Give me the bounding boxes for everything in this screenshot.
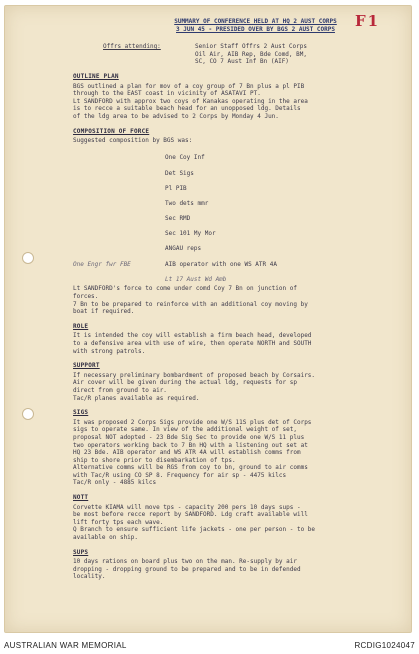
section-heading: NOTT — [73, 494, 89, 502]
section-text: Lt SANDFORD's force to come under comd Coy 7 Bn on junction of forces. 7 Bn to be prepared to reinforce with an additional coy moving by boat if required. — [73, 285, 308, 316]
archive-name: AUSTRALIAN WAR MEMORIAL — [4, 640, 127, 650]
section-text: It was proposed 2 Corps Sigs provide one W/S 11S plus det of Corps sigs to operate same. In view of the additional weight of set, proposal NOT adopted - 23 Bde Sig Sec to provide one W/S 11 plus two operators working back to 7 Bn HQ with a listening out set at HQ 23 Bde. AIB operator and WS ATR 4A will establish comms from ship to shore prior to disembarkation of tps. Alternative comms will be RGS from coy to bn, ground to air comms with Tac/R using CO SP 8. Frequency for air sp - 4475 kilcs Tac/R only - 4885 kilcs — [73, 418, 312, 487]
composition-item: Pl PIB — [165, 184, 187, 192]
composition-item: ANGAU reps — [165, 245, 202, 253]
punch-hole-bottom — [22, 408, 34, 420]
section-heading: SUPPORT — [73, 362, 100, 370]
composition-item: One Coy Inf — [165, 154, 205, 162]
title-line-1: SUMMARY OF CONFERENCE HELD AT HQ 2 AUST CORPS — [174, 18, 337, 25]
section-text: Corvette KIAMA will move tps - capacity 200 pers 10 days sups - be most before recce report by SANDFORD. Ldg craft available will lift forty tps each wave. Q Branch to ensure sufficient life jackets - one per person - to be available on ship. — [73, 503, 316, 542]
archive-footer — [0, 636, 419, 654]
attending-label: Offrs attending: — [103, 43, 161, 51]
handwritten-note: Lt 17 Aust Wd Amb — [165, 275, 227, 283]
section-text: Suggested composition by BGS was: — [73, 137, 193, 145]
attending-block — [103, 43, 398, 66]
composition-list — [73, 147, 398, 276]
punch-hole-top — [22, 252, 34, 264]
composition-item: Det Sigs — [165, 169, 194, 177]
folio-mark: F1 — [355, 12, 381, 30]
handwritten-note: One Engr fwr FBE — [73, 260, 131, 268]
section-heading: OUTLINE PLAN — [73, 72, 119, 80]
section-text: If necessary preliminary bombardment of proposed beach by Corsairs. Air cover will be given during the actual ldg, requests for sp direct from ground to air. Tac/R planes available as required. — [73, 371, 316, 402]
section-heading: COMPOSITION OF FORCE — [73, 127, 150, 135]
attending-value: Senior Staff Offrs 2 Aust Corps Oil Air, AIB Rep, Bde Comd, BM, SC, CO 7 Aust Inf Bn (AIF) — [195, 43, 307, 66]
composition-item: Two dets mmr — [165, 199, 209, 207]
composition-item: Sec 101 My Mor — [165, 230, 216, 238]
section-text: 10 days rations on board plus two on the man. Re-supply by air dropping - dropping ground to be prepared and to be in defended locality. — [73, 558, 301, 581]
section-heading: SUPS — [73, 548, 89, 556]
section-heading: ROLE — [73, 322, 89, 330]
section-text: It is intended the coy will establish a firm beach head, developed to a defensive area with use of wire, then operate NORTH and SOUTH with strong patrols. — [73, 332, 312, 355]
composition-item: Sec RMD — [165, 215, 191, 223]
archive-record-id: RCDIG1024047 — [354, 640, 415, 650]
section-heading: SIGS — [73, 409, 89, 417]
title-line-2: 3 JUN 45 - PRESIDED OVER BY BGS 2 AUST CORPS — [176, 25, 335, 33]
section-text: BGS outlined a plan for mov of a coy group of 7 Bn plus a pl PIB through to the EAST coast in vicinity of ASATAVI PT. Lt SANDFORD with approx two coys of Kanakas operating in the area is to recce a suitable beach head for an unopposed ldg. Details of the ldg area to be advised to 2 Corps by Monday 4 Jun. — [73, 82, 308, 120]
document-body — [73, 18, 398, 581]
composition-item: One Engr fwr FBE AIB operator with one WS ATR 4A — [73, 260, 277, 268]
